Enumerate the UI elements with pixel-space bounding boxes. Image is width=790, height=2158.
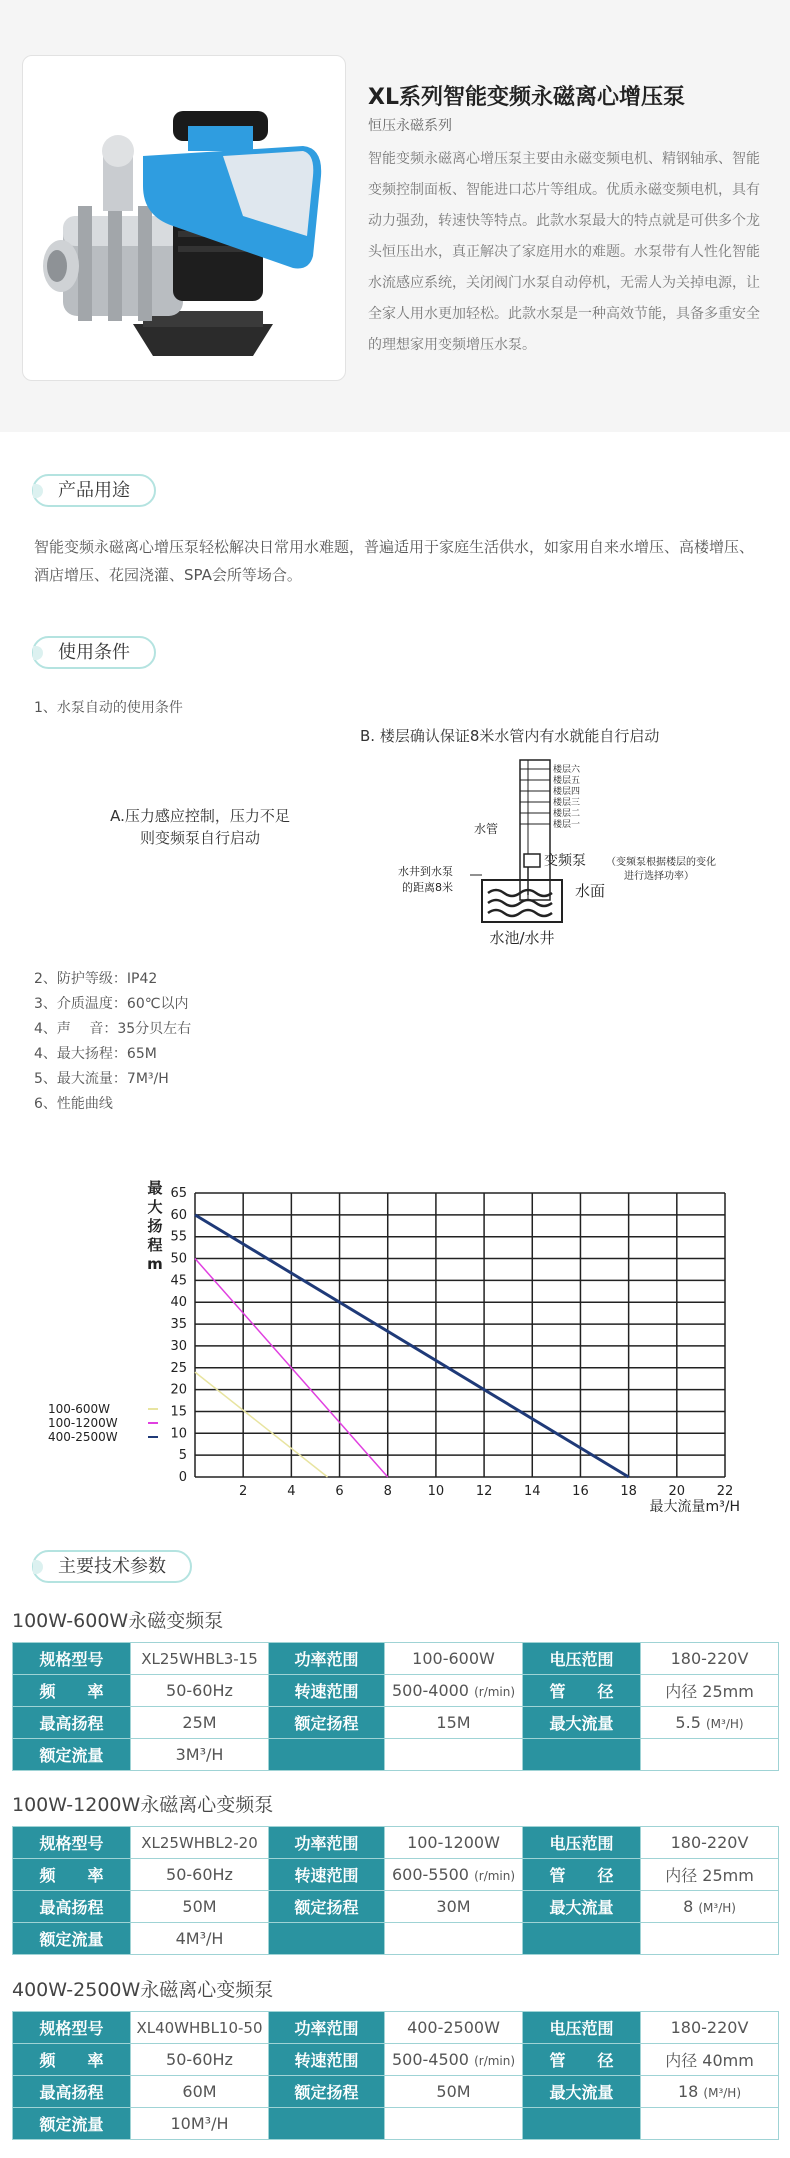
table-row [13,1891,779,1923]
label-rated-head: 额定扬程 [269,2076,385,2108]
value-diameter: 内径 25mm [641,1859,779,1891]
x-tick-label: 12 [475,1484,493,1499]
label-rated-head: 额定扬程 [269,1707,385,1739]
floor-lines [520,769,550,824]
label-model: 规格型号 [13,2012,131,2044]
label-max-flow: 最大流量 [523,1707,641,1739]
label-speed: 转速范围 [269,1859,385,1891]
section-heading-specs: 主要技术参数 [32,1550,192,1583]
table-row [13,1827,779,1859]
x-tick-label: 14 [523,1484,541,1499]
table-row [13,2044,779,2076]
table-row [13,1675,779,1707]
condition-item-5: 4、最大扬程：65M [34,1046,157,1062]
table-row [13,1643,779,1675]
table-row [13,1859,779,1891]
label-max-head: 最高扬程 [13,2076,131,2108]
water-surface-label: 水面 [575,882,606,900]
y-tick-label: 25 [170,1360,187,1376]
speed-number: 500-4000 [391,1681,469,1700]
section-heading-usage: 产品用途 [32,474,156,507]
y-tick-label: 45 [170,1273,187,1289]
max-flow-unit: (M³/H) [705,1717,744,1731]
product-title: XL系列智能变频永磁离心增压泵 [368,85,685,110]
pool-label: 水池/水井 [489,929,555,947]
x-tick-label: 20 [668,1484,686,1499]
floor-label-6: 楼层六 [553,765,581,775]
x-tick-label: 6 [335,1484,344,1499]
label-power: 功率范围 [269,1827,385,1859]
empty-cell [269,2108,385,2140]
empty-cell [641,2108,779,2140]
value-freq: 50-60Hz [131,1675,269,1707]
label-speed: 转速范围 [269,1675,385,1707]
legend-label: 400-2500W [48,1430,118,1444]
y-tick-label: 55 [170,1229,187,1245]
value-max-head: 50M [131,1891,269,1923]
speed-unit: (r/min) [474,1869,516,1883]
speed-unit: (r/min) [474,1685,516,1699]
condition-item-6: 5、最大流量：7M³/H [34,1071,169,1087]
value-freq: 50-60Hz [131,2044,269,2076]
y-tick-label: 30 [170,1338,187,1354]
value-max-flow [641,2076,779,2108]
table-row [13,1707,779,1739]
y-tick-label: 5 [178,1448,187,1464]
label-rated-flow: 额定流量 [13,1923,131,1955]
y-tick-label: 65 [170,1186,187,1201]
condition-item-2: 2、防护等级：IP42 [34,971,158,987]
empty-cell [641,1739,779,1771]
chart-legend [48,1402,158,1444]
table-row [13,2108,779,2140]
value-voltage: 180-220V [641,2012,779,2044]
empty-cell [269,1923,385,1955]
x-tick-label: 16 [572,1484,589,1499]
value-diameter: 内径 25mm [641,1675,779,1707]
y-tick-label: 20 [170,1382,187,1398]
pump-label: 变频泵 [544,853,586,869]
empty-cell [523,1923,641,1955]
floor-label-2: 楼层二 [553,809,581,819]
value-model: XL40WHBL10-50 [131,2012,269,2044]
table-row [13,2012,779,2044]
label-max-head: 最高扬程 [13,1707,131,1739]
value-power: 100-1200W [385,1827,523,1859]
label-freq: 频 率 [13,1859,131,1891]
y-tick-label: 60 [170,1207,187,1223]
floor-label-3: 楼层三 [553,798,581,808]
max-flow-number: 5.5 [675,1713,701,1732]
value-power: 400-2500W [385,2012,523,2044]
value-power: 100-600W [385,1643,523,1675]
empty-cell [385,2108,523,2140]
x-tick-label: 10 [427,1484,445,1499]
empty-cell [385,1923,523,1955]
x-tick-label: 2 [239,1484,248,1499]
spec-table-title: 400W-2500W永磁离心变频泵 [12,1979,274,2001]
table-row [13,1739,779,1771]
label-diameter: 管 径 [523,1675,641,1707]
label-rated-flow: 额定流量 [13,2108,131,2140]
value-rated-head: 15M [385,1707,523,1739]
value-rated-head: 30M [385,1891,523,1923]
label-voltage: 电压范围 [523,2012,641,2044]
empty-cell [523,2108,641,2140]
table-row [13,2076,779,2108]
y-tick-label: 15 [170,1404,187,1420]
chart-ticks [170,1186,733,1499]
product-description: 智能变频永磁离心增压泵主要由永磁变频电机、精钢轴承、智能变频控制面板、智能进口芯片等组成。优质永磁变频电机，具有动力强劲，转速快等特点。此款水泵最大的特点就是可供多个龙头恒压出水，真正解决了家庭用水的难题。水泵带有人性化智能水流感应系统，关闭阀门水泵自动停机，无需人为关掉电源，让全家人用水更加轻松。此款水泵是一种高效节能，具备多重安全的理想家用变频增压水泵。 [368,151,760,353]
label-freq: 频 率 [13,2044,131,2076]
label-model: 规格型号 [13,1643,131,1675]
pump-box [524,854,540,867]
y-tick-label: 0 [178,1470,187,1485]
value-model: XL25WHBL3-15 [131,1643,269,1675]
speed-number: 600-5500 [391,1865,469,1884]
performance-chart [0,1175,790,1515]
y-tick-label: 10 [170,1426,187,1442]
floor-label-5: 楼层五 [553,776,581,786]
x-tick-label: 4 [287,1484,296,1499]
distance-label-line2: 的距离8米 [402,881,453,894]
y-tick-label: 35 [170,1317,187,1333]
value-max-flow [641,1891,779,1923]
value-speed [385,1859,523,1891]
label-speed: 转速范围 [269,2044,385,2076]
product-header [0,0,790,432]
pump-note-line2: 进行选择功率） [624,871,694,882]
value-rated-flow: 3M³/H [131,1739,269,1771]
pipe-label: 水管 [474,822,499,836]
label-freq: 频 率 [13,1675,131,1707]
condition-item-4: 4、声 音：35分贝左右 [34,1021,192,1037]
spec-table [12,1826,779,1955]
series-line [195,1372,328,1477]
label-rated-head: 额定扬程 [269,1891,385,1923]
spec-table-title: 100W-600W永磁变频泵 [12,1610,224,1632]
empty-cell [641,1923,779,1955]
value-speed [385,1675,523,1707]
speed-number: 500-4500 [391,2050,469,2069]
ylabel-char: m [147,1255,163,1273]
ylabel-char: 大 [147,1198,163,1216]
empty-cell [523,1739,641,1771]
label-max-flow: 最大流量 [523,2076,641,2108]
y-tick-label: 40 [170,1295,187,1311]
y-tick-label: 50 [170,1251,187,1267]
x-tick-label: 22 [716,1484,734,1499]
ylabel-char: 扬 [147,1217,163,1235]
table-row [13,1923,779,1955]
label-power: 功率范围 [269,1643,385,1675]
max-flow-unit: (M³/H) [703,2086,742,2100]
value-rated-head: 50M [385,2076,523,2108]
chart-xlabel: 最大流量m³/H [649,1499,740,1515]
label-voltage: 电压范围 [523,1643,641,1675]
chart-ylabel [147,1179,163,1273]
label-diameter: 管 径 [523,2044,641,2076]
condition-item-3: 3、介质温度：60℃以内 [34,996,189,1012]
section-heading-conditions: 使用条件 [32,636,156,669]
label-max-flow: 最大流量 [523,1891,641,1923]
x-tick-label: 8 [383,1484,392,1499]
label-model: 规格型号 [13,1827,131,1859]
legend-label: 100-1200W [48,1416,118,1430]
x-tick-label: 18 [620,1484,637,1499]
ylabel-char: 最 [147,1179,163,1197]
value-rated-flow: 4M³/H [131,1923,269,1955]
label-power: 功率范围 [269,2012,385,2044]
max-flow-unit: (M³/H) [698,1901,736,1915]
label-voltage: 电压范围 [523,1827,641,1859]
value-voltage: 180-220V [641,1827,779,1859]
diagram-label-a-line2: 则变频泵自行启动 [139,829,261,847]
empty-cell [385,1739,523,1771]
condition-item-7: 6、性能曲线 [34,1096,113,1112]
label-rated-flow: 额定流量 [13,1739,131,1771]
product-image-card [22,55,346,381]
label-diameter: 管 径 [523,1859,641,1891]
value-speed [385,2044,523,2076]
pump-note-line1: （变频泵根据楼层的变化 [606,857,716,868]
empty-cell [269,1739,385,1771]
value-max-flow [641,1707,779,1739]
value-max-head: 25M [131,1707,269,1739]
legend-label: 100-600W [48,1402,111,1416]
diagram-label-b: B. 楼层确认保证8米水管内有水就能自行启动 [360,727,660,745]
spec-table [12,1642,779,1771]
value-diameter: 内径 40mm [641,2044,779,2076]
usage-text: 智能变频永磁离心增压泵轻松解决日常用水难题，普遍适用于家庭生活供水，如家用自来水增压、高楼增压、酒店增压、花园浇灌、SPA会所等场合。 [34,538,755,584]
distance-label-line1: 水井到水泵 [398,865,453,878]
water-supply-diagram [0,725,790,965]
value-model: XL25WHBL2-20 [131,1827,269,1859]
value-voltage: 180-220V [641,1643,779,1675]
spec-table-title: 100W-1200W永磁离心变频泵 [12,1794,274,1816]
condition-item-1: 1、水泵自动的使用条件 [34,700,183,716]
floor-label-4: 楼层四 [553,787,581,797]
pump-illustration [23,56,347,382]
floor-label-1: 楼层一 [553,820,581,830]
diagram-label-a-line1: A.压力感应控制，压力不足 [110,807,290,825]
value-max-head: 60M [131,2076,269,2108]
label-max-head: 最高扬程 [13,1891,131,1923]
value-freq: 50-60Hz [131,1859,269,1891]
max-flow-number: 18 [677,2082,699,2101]
product-subtitle: 恒压永磁系列 [368,118,452,134]
spec-table [12,2011,779,2140]
value-rated-flow: 10M³/H [131,2108,269,2140]
speed-unit: (r/min) [474,2054,516,2068]
ylabel-char: 程 [147,1236,163,1254]
water-waves [488,890,552,916]
max-flow-number: 8 [683,1897,694,1916]
